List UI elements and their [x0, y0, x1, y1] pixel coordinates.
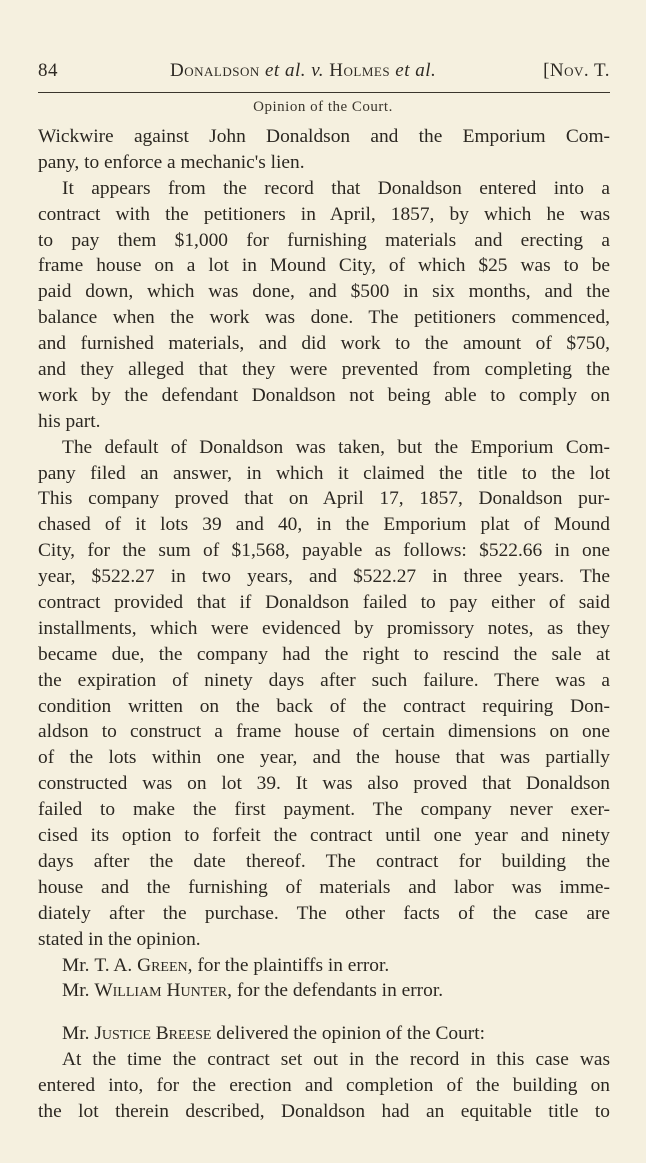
opinion-intro-suffix: delivered the opinion of the Court:	[211, 1023, 486, 1045]
text-line: contract with the petitioners in April, 1857, by which he was	[38, 203, 610, 225]
opinion-line: entered into, for the erection and completion of the building on	[38, 1075, 610, 1097]
text-line: Wickwire against John Donaldson and the Emporium Com-	[38, 126, 610, 147]
section-gap	[38, 1004, 610, 1021]
opinion-intro-prefix: Mr.	[62, 1023, 90, 1045]
opinion-intro-justice: Justice Breese	[94, 1023, 212, 1045]
counsel-defendants-prefix: Mr.	[62, 980, 90, 1002]
case-title-first-party: Donaldson	[170, 60, 260, 81]
text-line: the expiration of ninety days after such failure. There was a	[38, 669, 610, 691]
case-title-second-party: Holmes	[329, 60, 391, 81]
text-line: It appears from the record that Donaldson entered into a	[62, 177, 610, 199]
text-line: City, for the sum of $1,568, payable as follows: $522.66 in one	[38, 540, 610, 562]
text-line: contract provided that if Donaldson failed to pay either of said	[38, 592, 610, 614]
text-line: and they alleged that they were prevented from completing the	[38, 359, 610, 381]
text-line: pany, to enforce a mechanic's lien.	[38, 151, 305, 173]
text-line: his part.	[38, 410, 101, 432]
text-line: paid down, which was done, and $500 in six months, and the	[38, 281, 610, 303]
opinion-line: the lot therein described, Donaldson had an equitable title to	[38, 1100, 610, 1122]
text-line: failed to make the first payment. The company never exer-	[38, 799, 610, 821]
text-line: to pay them $1,000 for furnishing materials and erecting a	[38, 229, 610, 251]
text-line: constructed was on lot 39. It was also proved that Donaldson	[38, 773, 610, 795]
counsel-defendants-role: , for the defendants in error.	[227, 980, 444, 1002]
opinion-line: At the time the contract set out in the record in this case was	[62, 1049, 610, 1071]
term-label: [Nov. T.	[543, 60, 610, 81]
text-line: This company proved that on April 17, 1857, Donaldson pur-	[38, 488, 610, 510]
text-line: work by the defendant Donaldson not being able to comply on	[38, 384, 610, 406]
text-line: chased of it lots 39 and 40, in the Emporium plat of Mound	[38, 514, 610, 536]
counsel-plaintiffs-prefix: Mr.	[62, 954, 90, 976]
counsel-plaintiffs-role: , for the plaintiffs in error.	[187, 954, 390, 976]
text-line: became due, the company had the right to rescind the sale at	[38, 643, 610, 665]
text-line: cised its option to forfeit the contract until one year and ninety	[38, 825, 610, 847]
case-title-etal-1: et al.	[264, 60, 306, 81]
text-line: stated in the opinion.	[38, 928, 201, 950]
running-head	[38, 60, 610, 88]
text-line: house and the furnishing of materials and labor was imme-	[38, 876, 610, 898]
text-line: condition written on the back of the contract requiring Don-	[38, 695, 610, 717]
text-line: The default of Donaldson was taken, but the Emporium Com-	[62, 436, 610, 458]
text-line: diately after the purchase. The other facts of the case are	[38, 902, 610, 924]
case-title-versus: v.	[311, 60, 325, 81]
page-number: 84	[38, 60, 58, 81]
case-title-etal-2: et al.	[395, 60, 437, 81]
text-line: days after the date thereof. The contract for building the	[38, 850, 610, 872]
text-line: installments, which were evidenced by promissory notes, as they	[38, 617, 610, 639]
text-line: year, $522.27 in two years, and $522.27 in three years. The	[38, 566, 610, 588]
opinion-intro	[38, 1021, 610, 1047]
counsel-defendants-name: William Hunter	[94, 980, 228, 1002]
header-rule	[38, 92, 610, 93]
text-line: aldson to construct a frame house of certain dimensions on one	[38, 721, 610, 743]
text-line: and furnished materials, and did work to the amount of $750,	[38, 333, 610, 355]
body-text	[38, 124, 610, 1125]
text-line: of the lots within one year, and the house that was partially	[38, 747, 610, 769]
text-line: pany filed an answer, in which it claimed the title to the lot	[38, 462, 610, 484]
text-line: balance when the work was done. The petitioners commenced,	[38, 307, 610, 329]
counsel-plaintiffs-name: T. A. Green	[94, 954, 188, 976]
opinion-subheading: Opinion of the Court.	[253, 99, 393, 115]
text-line: frame house on a lot in Mound City, of which $25 was to be	[38, 255, 610, 277]
counsel-defendants	[38, 978, 610, 1004]
case-title	[170, 60, 436, 82]
counsel-plaintiffs	[38, 953, 610, 979]
